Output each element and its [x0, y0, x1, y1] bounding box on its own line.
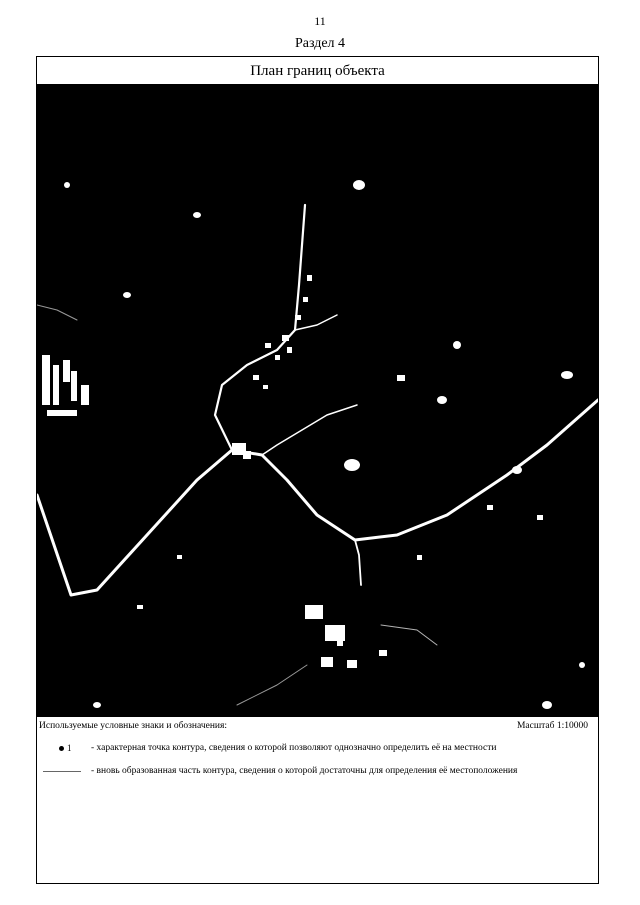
contour-line-icon — [45, 766, 85, 778]
legend-title: Используемые условные знаки и обозначения: — [39, 721, 228, 731]
map-graphic — [37, 85, 598, 717]
plan-frame — [36, 56, 599, 884]
point-symbol-label: 1 — [67, 743, 72, 753]
map-scale: Масштаб 1:10000 — [516, 721, 588, 731]
characteristic-point-icon — [47, 743, 87, 755]
page-number: 11 — [314, 14, 326, 28]
section-title: Раздел 4 — [294, 36, 346, 51]
plan-title: План границ объекта — [37, 57, 598, 85]
legend-item-text: - характерная точка контура, сведения о которой позволяют однозначно определить её на местности — [91, 743, 497, 753]
legend-area — [37, 717, 598, 883]
satellite-map-image — [37, 85, 598, 717]
legend-item-text: - вновь образованная часть контура, сведения о которой достаточны для определения её местоположения — [91, 766, 518, 776]
